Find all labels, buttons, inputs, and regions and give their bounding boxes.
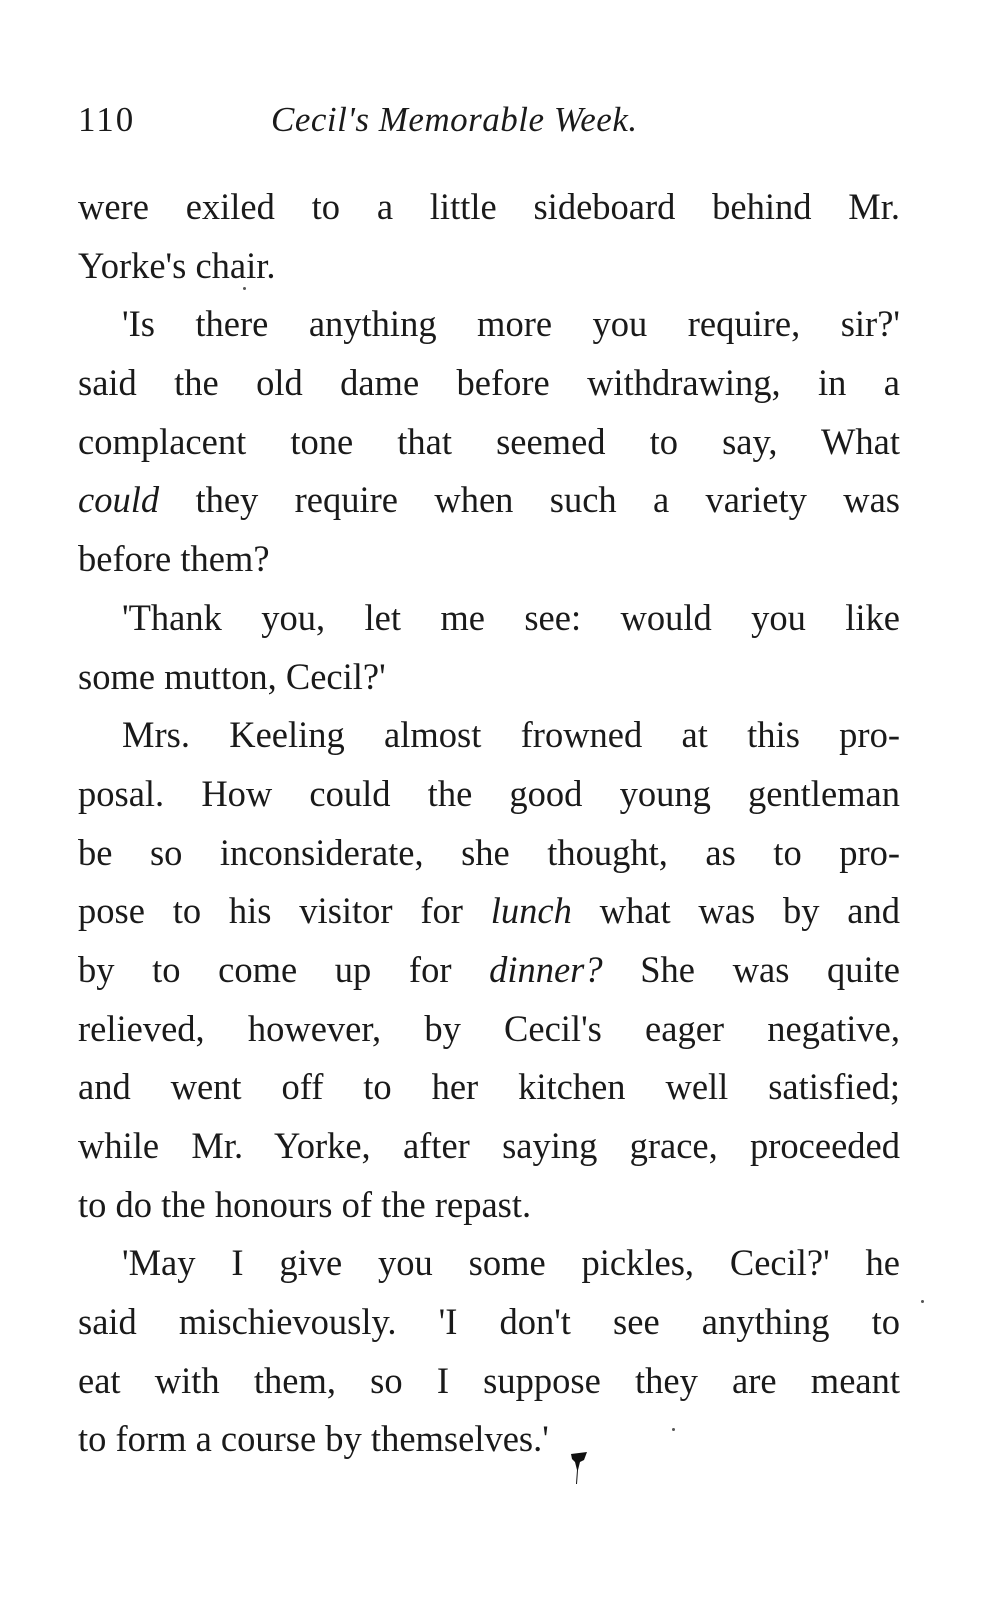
italic-word: dinner?: [489, 948, 603, 990]
text-line: before them?: [78, 538, 270, 580]
text-line: eat with them, so I suppose they are meant: [78, 1359, 900, 1401]
ink-blot-mark: [567, 1450, 591, 1490]
italic-word: lunch: [490, 890, 572, 932]
text-line: were exiled to a little sideboard behind Mr.: [78, 186, 900, 227]
page-number: 110: [78, 100, 136, 139]
running-title: Cecil's Memorable Week.: [271, 100, 638, 139]
text-line: pose to his visitor for lunch what was by and: [78, 890, 900, 932]
text-line: by to come up for dinner? She was quite: [78, 948, 900, 990]
page-header: [78, 100, 898, 150]
body-text: [78, 178, 900, 1469]
text-line: Yorke's chair.: [78, 244, 276, 286]
text-line: to form a course by themselves.': [78, 1418, 549, 1460]
text-line: to do the honours of the repast.: [78, 1183, 532, 1225]
text-line: complacent tone that seemed to say, What: [78, 420, 900, 462]
text-line: relieved, however, by Cecil's eager negative,: [78, 1007, 900, 1049]
text-line: 'Is there anything more you require, sir?': [122, 303, 900, 345]
ink-speck: [921, 1300, 924, 1303]
text-line: could they require when such a variety was: [78, 479, 900, 521]
text-line: 'Thank you, let me see: would you like: [122, 596, 900, 638]
ink-speck: [243, 287, 246, 290]
text-line: be so inconsiderate, she thought, as to pro-: [78, 831, 900, 873]
text-line: Mrs. Keeling almost frowned at this pro-: [122, 714, 900, 756]
italic-word: could: [78, 479, 160, 521]
text-line: said the old dame before withdrawing, in a: [78, 362, 900, 404]
ink-speck: [672, 1428, 675, 1431]
text-line: 'May I give you some pickles, Cecil?' he: [122, 1242, 900, 1284]
text-line: while Mr. Yorke, after saying grace, proceeded: [78, 1125, 900, 1166]
text-line: and went off to her kitchen well satisfied;: [78, 1066, 900, 1108]
text-line: posal. How could the good young gentleman: [78, 772, 900, 814]
text-line: said mischievously. 'I don't see anything to: [78, 1301, 900, 1343]
text-line: some mutton, Cecil?': [78, 655, 386, 697]
